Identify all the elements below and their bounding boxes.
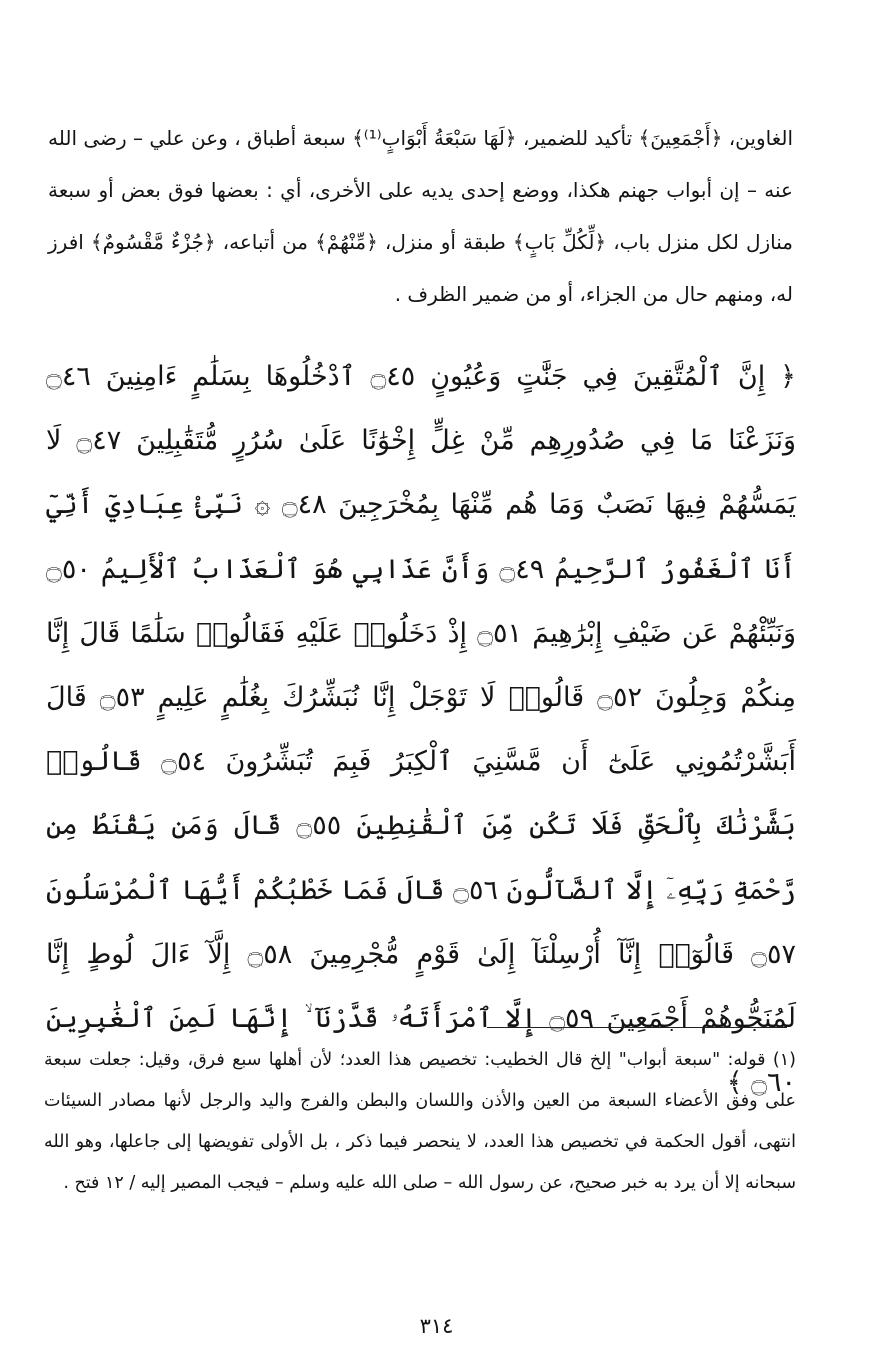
- footnote-separator: [487, 1027, 787, 1028]
- quran-verses-block: [46, 345, 796, 1115]
- page-number: ٣١٤: [419, 1314, 454, 1338]
- commentary-paragraph: الغاوين، ﴿أَجْمَعِينَ﴾ تأكيد للضمير، ﴿لَهَا سَبْعَةُ أَبْوَابٍ⁽¹⁾﴾ سبعة أطباق ، وعن علي – رضى الله عنه – إن أبواب جهنم هكذا، ووضع إحدى يديه على الأخرى، أي : بعضها فوق بعض أو سبعة منازل لكل منزل باب، ﴿لِّكُلِّ بَابٍ﴾ طبقة أو منزل، ﴿مِّنْهُمْ﴾ من أتباعه، ﴿جُزْءٌ مَّقْسُومٌ﴾ افرز له، ومنهم حال من الجزاء، أو من ضمير الظرف .: [48, 126, 793, 306]
- footnote: [44, 1040, 796, 1204]
- quran-verses-text: ﴿ إِنَّ ٱلْمُتَّقِينَ فِي جَنَّٰتٍ وَعُيُونٍ ۝٤٥ ٱدْخُلُوهَا بِسَلَٰمٍ ءَامِنِينَ ۝٤٦ وَنَزَعْنَا مَا فِي صُدُورِهِم مِّنْ غِلٍّ إِخْوَٰنًا عَلَىٰ سُرُرٍ مُّتَقَٰبِلِينَ ۝٤٧ لَا يَمَسُّهُمْ فِيهَا نَصَبٌ وَمَا هُم مِّنْهَا بِمُخْرَجِينَ ۝٤٨ ۞ نَبِّئْ عِبَادِيٓ أَنِّيٓ أَنَا ٱلْغَفُورُ ٱلرَّحِيمُ ۝٤٩ وَأَنَّ عَذَابِي هُوَ ٱلْعَذَابُ ٱلْأَلِيمُ ۝٥٠ وَنَبِّئْهُمْ عَن ضَيْفِ إِبْرَٰهِيمَ ۝٥١ إِذْ دَخَلُوا۟ عَلَيْهِ فَقَالُوا۟ سَلَٰمًا قَالَ إِنَّا مِنكُمْ وَجِلُونَ ۝٥٢ قَالُوا۟ لَا تَوْجَلْ إِنَّا نُبَشِّرُكَ بِغُلَٰمٍ عَلِيمٍ ۝٥٣ قَالَ أَبَشَّرْتُمُونِي عَلَىٰٓ أَن مَّسَّنِيَ ٱلْكِبَرُ فَبِمَ تُبَشِّرُونَ ۝٥٤ قَالُوا۟ بَشَّرْنَٰكَ بِٱلْحَقِّ فَلَا تَكُن مِّنَ ٱلْقَٰنِطِينَ ۝٥٥ قَالَ وَمَن يَقْنَطُ مِن رَّحْمَةِ رَبِّهِۦٓ إِلَّا ٱلضَّآلُّونَ ۝٥٦ قَالَ فَمَا خَطْبُكُمْ أَيُّهَا ٱلْمُرْسَلُونَ ۝٥٧ قَالُوٓا۟ إِنَّآ أُرْسِلْنَآ إِلَىٰ قَوْمٍ مُّجْرِمِينَ ۝٥٨ إِلَّآ ءَالَ لُوطٍ إِنَّا لَمُنَجُّوهُمْ أَجْمَعِينَ ۝٥٩ إِلَّا ٱمْرَأَتَهُۥ قَدَّرْنَآ ۙ إِنَّهَا لَمِنَ ٱلْغَٰبِرِينَ ۝٦٠ ﴾: [46, 361, 797, 1099]
- tafsir-commentary: [48, 112, 793, 320]
- footnote-text: (١) قوله: "سبعة أبواب" إلخ قال الخطيب: تخصيص هذا العدد؛ لأن أهلها سبع فرق، وقيل: جعلت سبعة على وفق الأعضاء السبعة من العين والأذن واللسان والبطن والفرج واليد والرجل لأنها مصادر السيئات انتهى، أقول الحكمة في تخصيص هذا العدد، لا ينحصر فيما ذكر ، بل الأولى تفويضها إلى جاعلها، وهو الله سبحانه إلا أن يرد به خبر صحيح، عن رسول الله – صلى الله عليه وسلم – فيجب المصير إليه / ١٢ فتح .: [44, 1050, 796, 1193]
